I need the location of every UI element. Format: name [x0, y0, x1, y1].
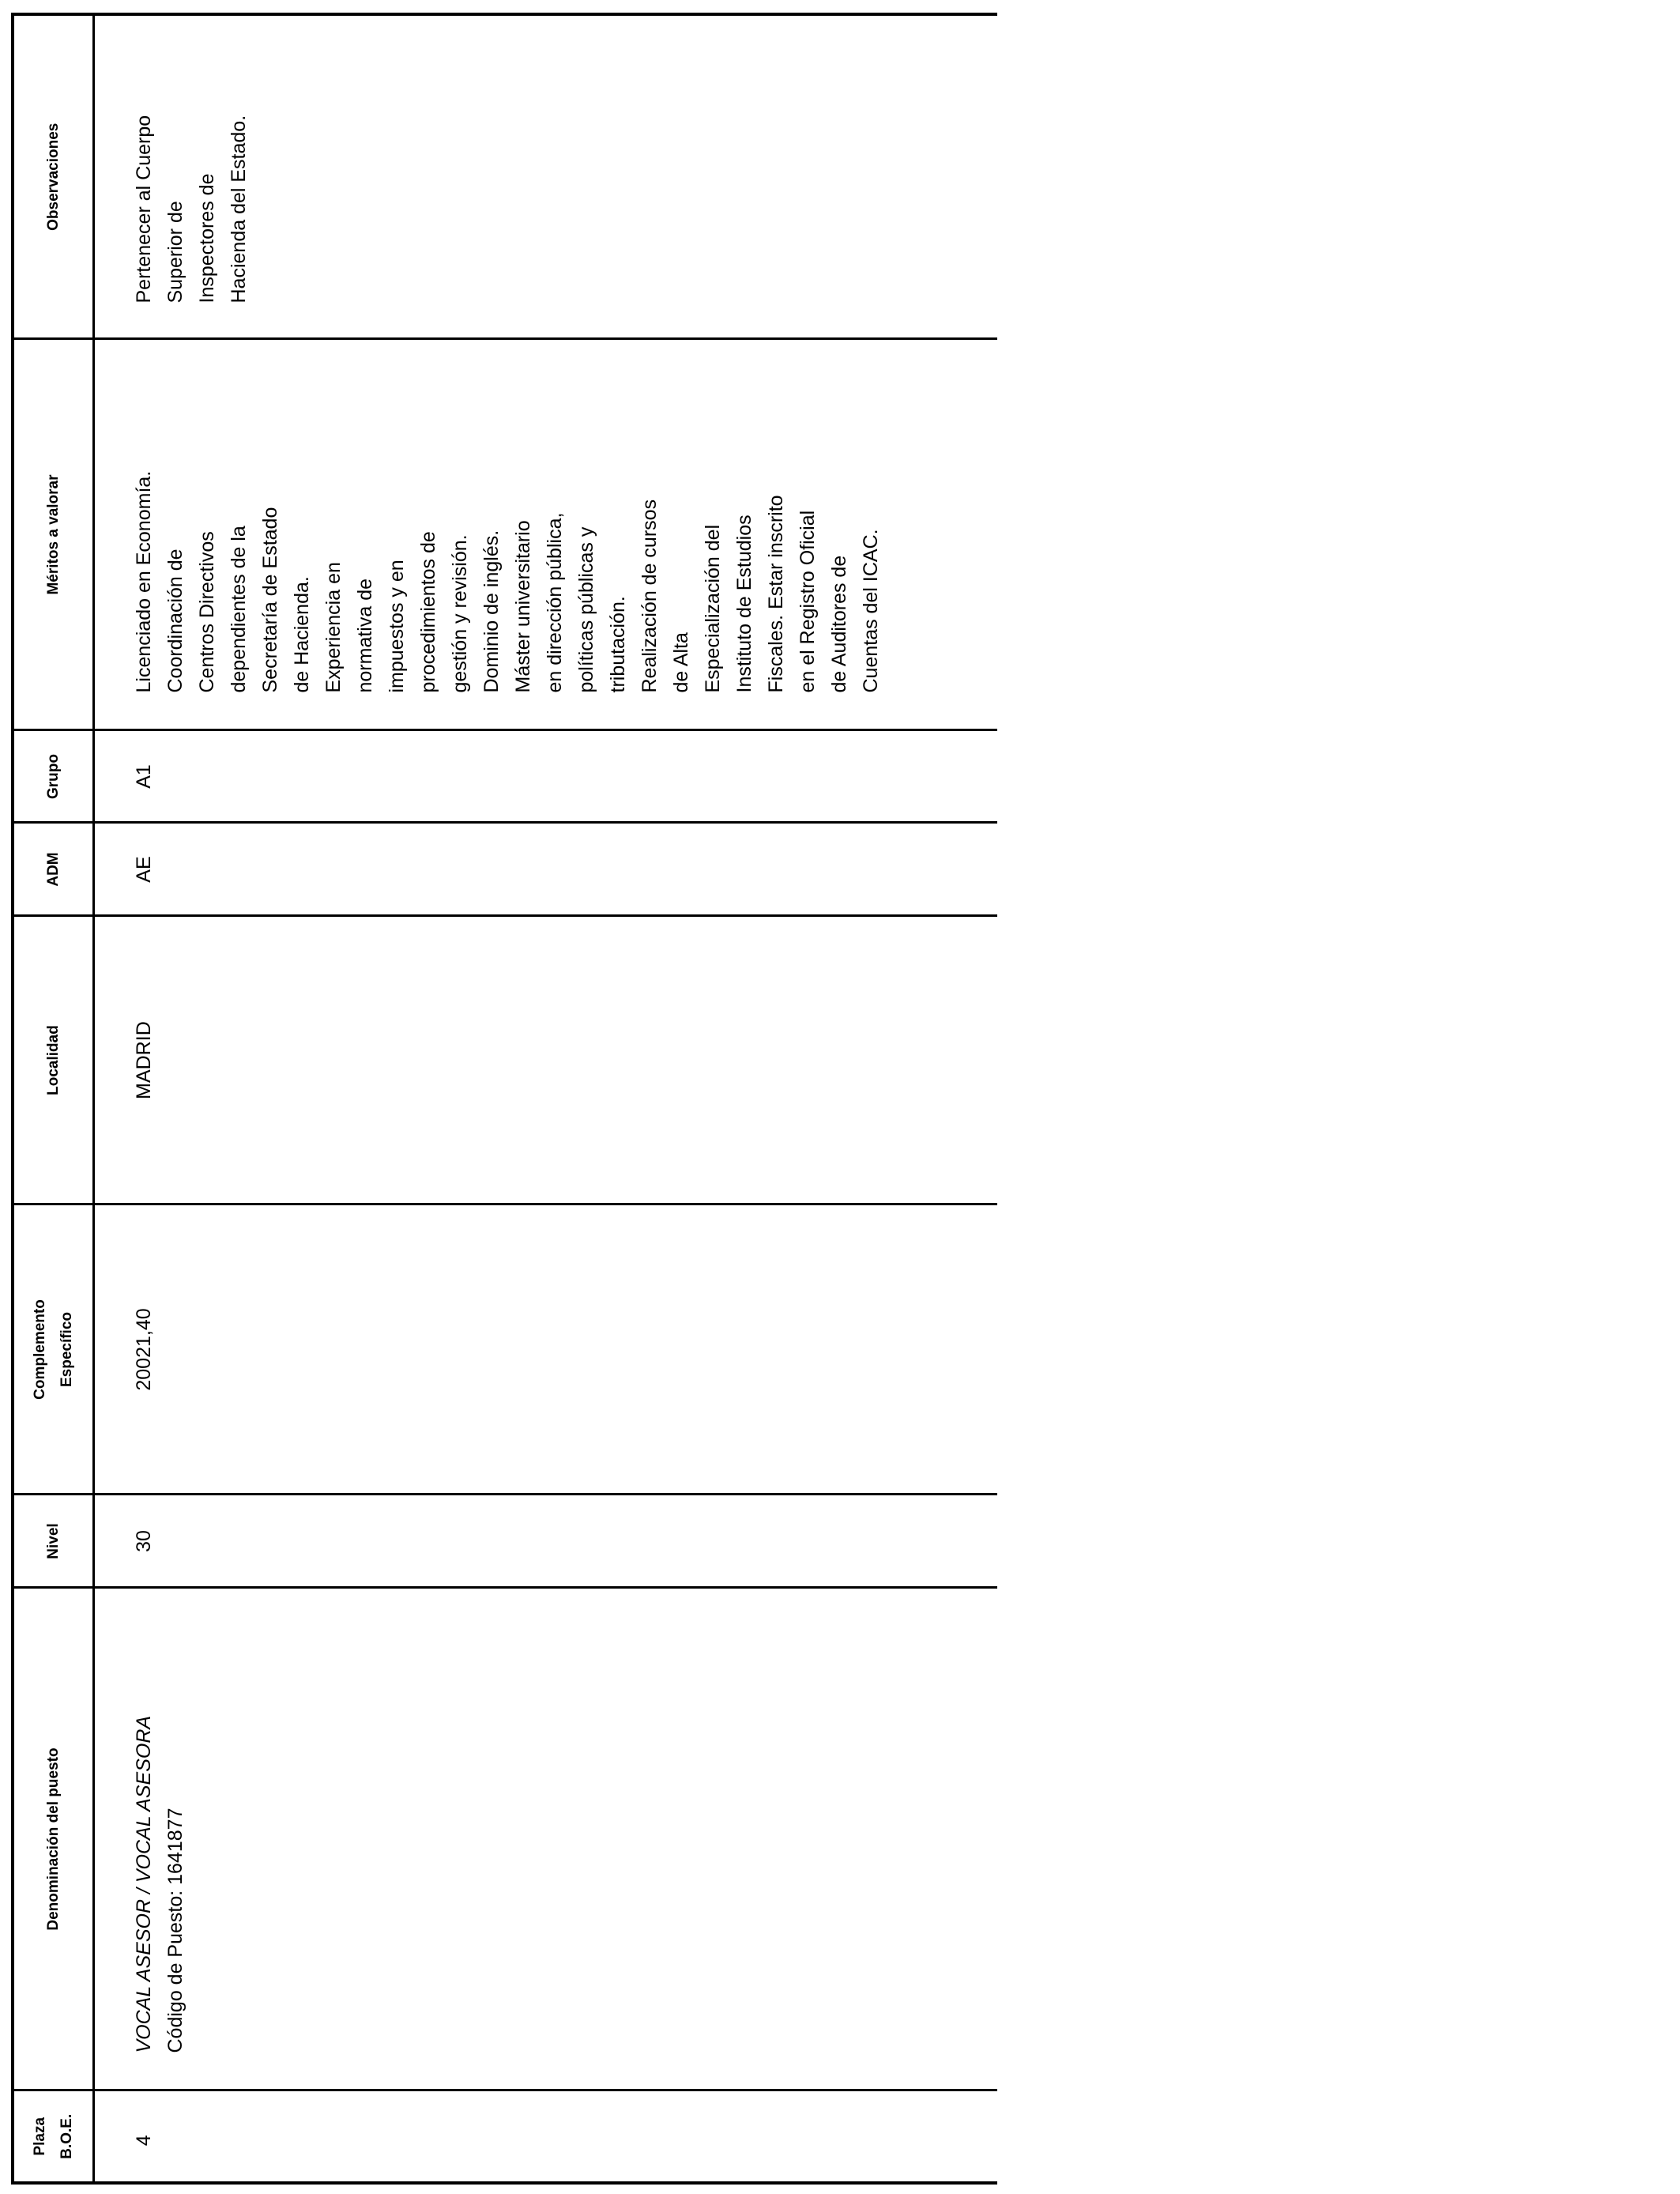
- meritos-line: en dirección pública,: [544, 512, 566, 693]
- header-nivel: Nivel: [13, 1495, 94, 1588]
- meritos-line: normativa de: [354, 578, 376, 693]
- meritos-line: Secretaría de Estado: [259, 507, 281, 693]
- observaciones-line: Superior de: [164, 201, 186, 303]
- vacancies-table: [11, 13, 997, 2185]
- meritos-line: Máster universitario: [512, 520, 534, 693]
- meritos-line: gestión y revisión.: [449, 534, 471, 693]
- meritos-line: de Alta: [670, 632, 692, 693]
- header-meritos: Méritos a valorar: [13, 339, 94, 730]
- cell-meritos: [94, 339, 998, 730]
- header-observaciones: Observaciones: [13, 14, 94, 339]
- observaciones-line: Inspectores de: [196, 173, 218, 303]
- header-row: [13, 14, 94, 2183]
- header-grupo: Grupo: [13, 730, 94, 823]
- cell-denominacion: [94, 1588, 998, 2090]
- meritos-line: Instituto de Estudios: [733, 515, 755, 693]
- meritos-line: Centros Directivos: [196, 531, 218, 693]
- meritos-line: tributación.: [607, 596, 629, 693]
- meritos-line: de Auditores de: [828, 555, 850, 693]
- table-row: [94, 14, 998, 2183]
- meritos-line: Licenciado en Economía.: [133, 470, 155, 693]
- meritos-line: impuestos y en: [386, 560, 408, 693]
- cell-plaza: 4: [94, 2090, 998, 2183]
- header-plaza-line1: Plaza: [31, 2117, 48, 2156]
- meritos-line: Experiencia en: [322, 562, 345, 693]
- meritos-line: procedimientos de: [417, 531, 439, 693]
- cell-adm: AE: [94, 823, 998, 916]
- header-plaza: [13, 2090, 94, 2183]
- cell-grupo: A1: [94, 730, 998, 823]
- meritos-line: Cuentas del ICAC.: [860, 529, 882, 693]
- header-localidad: Localidad: [13, 916, 94, 1204]
- meritos-line: Dominio de inglés.: [480, 530, 503, 693]
- meritos-line: Fiscales. Estar inscrito: [765, 495, 787, 693]
- observaciones-line: Pertenecer al Cuerpo: [133, 115, 155, 303]
- header-complemento-line2: Específico: [58, 1311, 75, 1388]
- header-denominacion: Denominación del puesto: [13, 1588, 94, 2090]
- header-complemento-line1: Complemento: [31, 1299, 48, 1400]
- header-complemento: [13, 1204, 94, 1495]
- meritos-line: de Hacienda.: [291, 576, 313, 693]
- puesto-title: VOCAL ASESOR / VOCAL ASESORA: [133, 1715, 155, 2053]
- cell-observaciones: [94, 14, 998, 339]
- header-adm: ADM: [13, 823, 94, 916]
- meritos-line: Especialización del: [702, 524, 724, 693]
- meritos-line: Coordinación de: [164, 548, 186, 693]
- cell-nivel: 30: [94, 1495, 998, 1588]
- meritos-line: políticas públicas y: [575, 526, 597, 693]
- header-plaza-line2: B.O.E.: [58, 2113, 75, 2159]
- meritos-line: Realización de cursos: [638, 499, 661, 693]
- cell-complemento: 20021,40: [94, 1204, 998, 1495]
- observaciones-line: Hacienda del Estado.: [228, 115, 250, 303]
- cell-localidad: MADRID: [94, 916, 998, 1204]
- meritos-line: dependientes de la: [228, 526, 250, 693]
- puesto-code: Código de Puesto: 1641877: [164, 1808, 186, 2053]
- meritos-line: en el Registro Oficial: [797, 510, 819, 693]
